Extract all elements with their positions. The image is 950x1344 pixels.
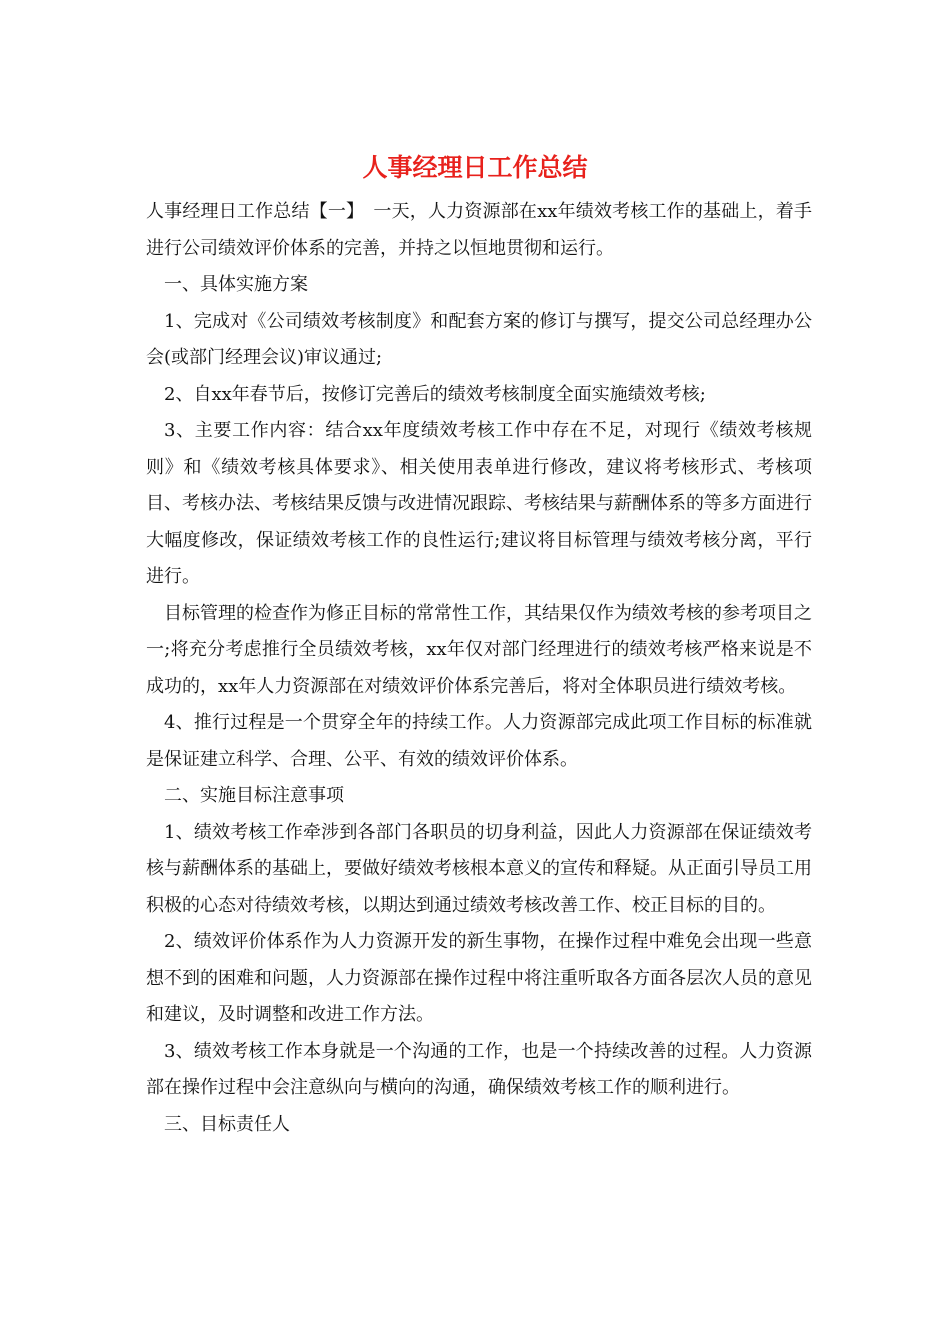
- paragraph-notice-3: 3、绩效考核工作本身就是一个沟通的工作，也是一个持续改善的过程。人力资源部在操作过程中会注意纵向与横向的沟通，确保绩效考核工作的顺利进行。: [146, 1040, 812, 1098]
- document-body: [146, 194, 812, 1143]
- paragraph-plan-1: 1、完成对《公司绩效考核制度》和配套方案的修订与撰写，提交公司总经理办公会(或部门经理会议)审议通过;: [146, 310, 812, 368]
- paragraph-notice-2: 2、绩效评价体系作为人力资源开发的新生事物，在操作过程中难免会出现一些意想不到的困难和问题，人力资源部在操作过程中将注重听取各方面各层次人员的意见和建议，及时调整和改进工作方法。: [146, 931, 812, 1025]
- section-heading-2: 二、实施目标注意事项: [164, 785, 344, 806]
- paragraph-notice-1: 1、绩效考核工作牵涉到各部门各职员的切身利益，因此人力资源部在保证绩效考核与薪酬体系的基础上，要做好绩效考核根本意义的宣传和释疑。从正面引导员工用积极的心态对待绩效考核，以期达到通过绩效考核改善工作、校正目标的目的。: [146, 821, 812, 916]
- paragraph-plan-3: 3、主要工作内容：结合xx年度绩效考核工作中存在不足，对现行《绩效考核规则》和《绩效考核具体要求》、相关使用表单进行修改，建议将考核形式、考核项目、考核办法、考核结果反馈与改进情况跟踪、考核结果与薪酬体系的等多方面进行大幅度修改，保证绩效考核工作的良性运行;建议将目标管理与绩效考核分离，平行进行。: [146, 420, 812, 587]
- section-heading-1: 一、具体实施方案: [164, 274, 308, 295]
- paragraph-plan-2: 2、自xx年春节后，按修订完善后的绩效考核制度全面实施绩效考核;: [164, 383, 706, 405]
- paragraph-plan-4: 4、推行过程是一个贯穿全年的持续工作。人力资源部完成此项工作目标的标准就是保证建立科学、合理、公平、有效的绩效评价体系。: [146, 712, 812, 770]
- page-title: 人事经理日工作总结: [362, 153, 588, 182]
- paragraph-target-management: 目标管理的检查作为修正目标的常常性工作，其结果仅作为绩效考核的参考项目之一;将充分考虑推行全员绩效考核，xx年仅对部门经理进行的绩效考核严格来说是不成功的，xx年人力资源部在对绩效评价体系完善后，将对全体职员进行绩效考核。: [146, 602, 812, 697]
- section-heading-3: 三、目标责任人: [164, 1113, 290, 1135]
- intro-paragraph: 人事经理日工作总结【一】 一天，人力资源部在xx年绩效考核工作的基础上，着手进行公司绩效评价体系的完善，并持之以恒地贯彻和运行。: [146, 201, 812, 259]
